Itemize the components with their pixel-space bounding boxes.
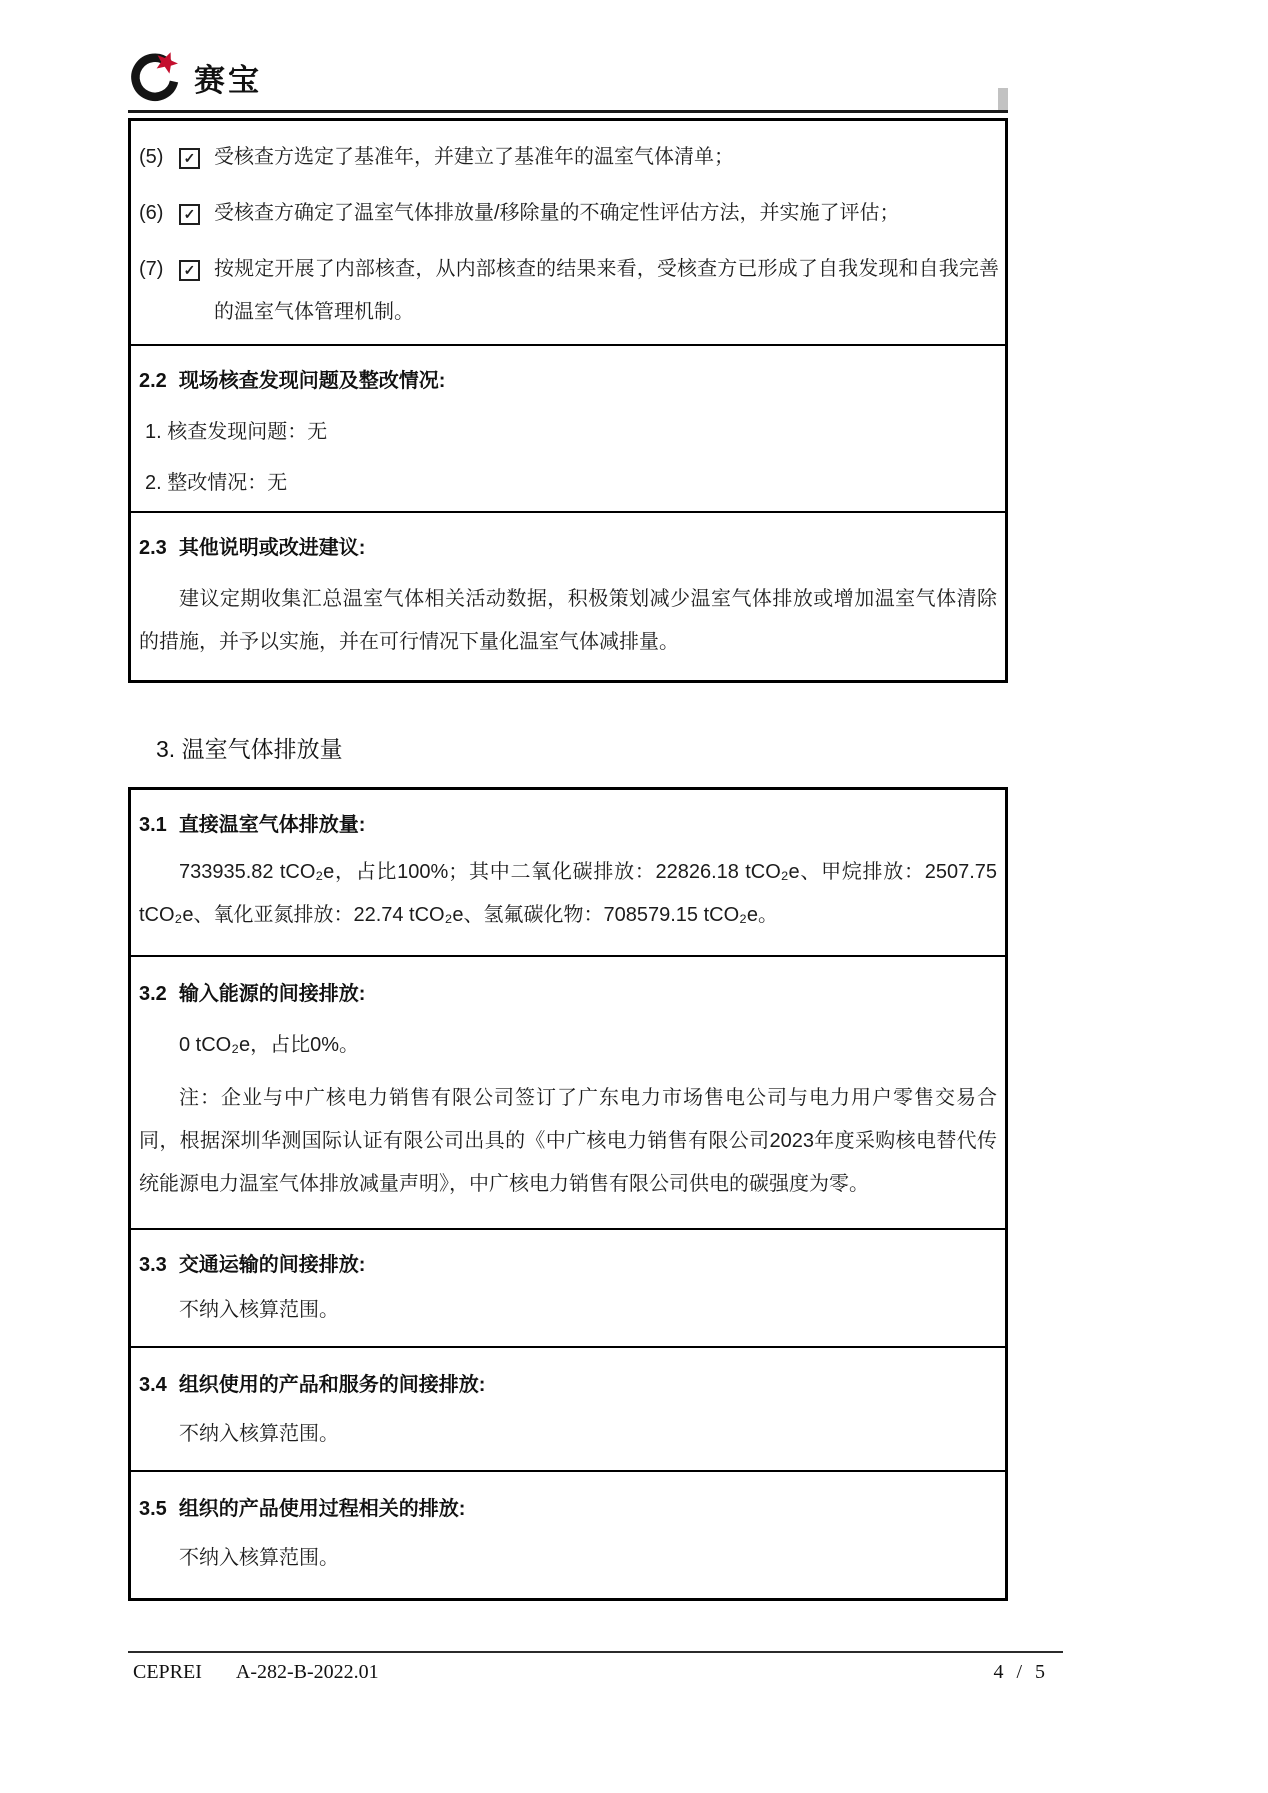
section-3-1-paragraph: 733935.82 tCO₂e，占比100%；其中二氧化碳排放：22826.18 tCO₂e、甲烷排放：2507.75 tCO₂e、氧化亚氮排放：22.74 tCO₂e、氢氟碳化物：708579.15 tCO₂e。 xyxy=(139,861,997,926)
section-3-5 xyxy=(131,1470,1005,1598)
section-3-2-heading xyxy=(139,973,997,1016)
checked-checkbox-icon: ✓ xyxy=(179,260,200,281)
section-number: 3.4 xyxy=(139,1374,167,1396)
section-2-3 xyxy=(131,511,1005,680)
section-number: 3.5 xyxy=(139,1498,167,1520)
logo-text: 赛宝 xyxy=(194,62,262,98)
finding-item: 2. 整改情况：无 xyxy=(145,472,288,494)
section-3-3-paragraph: 不纳入核算范围。 xyxy=(179,1299,339,1321)
header-rule xyxy=(128,110,1008,113)
section-title: 交通运输的间接排放: xyxy=(178,1254,366,1276)
section-3-2 xyxy=(131,955,1005,1228)
section-number: 3.3 xyxy=(139,1254,167,1276)
section-3-4-paragraph: 不纳入核算范围。 xyxy=(179,1423,339,1445)
item-number: (7) xyxy=(139,258,164,280)
section-3-5-paragraph: 不纳入核算范围。 xyxy=(179,1547,339,1569)
section-3-3-heading xyxy=(139,1244,997,1287)
section-2-2-heading xyxy=(139,360,997,403)
section-3-1 xyxy=(131,790,1005,955)
checklist-section xyxy=(131,121,1005,344)
footer-rule xyxy=(128,1651,1063,1653)
checklist-item-6 xyxy=(139,192,999,235)
section-3-2-paragraph: 0 tCO₂e，占比0%。 xyxy=(179,1034,360,1056)
section-3-3 xyxy=(131,1228,1005,1346)
item-number: (6) xyxy=(139,202,164,224)
chapter-3-heading: 3. 温室气体排放量 xyxy=(156,736,343,762)
emissions-box xyxy=(128,787,1008,1601)
finding-item: 1. 核查发现问题：无 xyxy=(145,421,328,443)
section-2-3-paragraph: 建议定期收集汇总温室气体相关活动数据，积极策划减少温室气体排放或增加温室气体清除的措施，并予以实施，并在可行情况下量化温室气体减排量。 xyxy=(139,588,997,653)
section-2-2 xyxy=(131,344,1005,511)
section-3-1-heading xyxy=(139,804,997,847)
item-text: 受核查方选定了基准年，并建立了基准年的温室气体清单； xyxy=(214,146,734,168)
document-footer xyxy=(128,1651,1063,1684)
section-title: 输入能源的间接排放: xyxy=(178,983,366,1005)
section-title: 组织使用的产品和服务的间接排放: xyxy=(178,1374,486,1396)
cepreilogo-icon xyxy=(128,50,182,104)
section-title: 现场核查发现问题及整改情况: xyxy=(178,370,446,392)
section-title: 其他说明或改进建议: xyxy=(178,537,366,559)
checked-checkbox-icon: ✓ xyxy=(179,204,200,225)
section-number: 3.2 xyxy=(139,983,167,1005)
logo xyxy=(128,50,1008,104)
item-number: (5) xyxy=(139,146,164,168)
section-3-5-heading xyxy=(139,1488,997,1531)
section-2-3-heading xyxy=(139,527,997,570)
section-title: 直接温室气体排放量: xyxy=(178,814,366,836)
item-text: 按规定开展了内部核查，从内部核查的结果来看，受核查方已形成了自我发现和自我完善的温室气体管理机制。 xyxy=(214,258,999,323)
verification-summary-box xyxy=(128,118,1008,683)
section-3-4-heading xyxy=(139,1364,997,1407)
checked-checkbox-icon: ✓ xyxy=(179,148,200,169)
section-number: 2.3 xyxy=(139,537,167,559)
footer-row xyxy=(128,1661,1063,1684)
scan-artifact xyxy=(998,88,1008,110)
checklist-item-5 xyxy=(139,136,999,179)
section-title: 组织的产品使用过程相关的排放: xyxy=(178,1498,466,1520)
section-number: 3.1 xyxy=(139,814,167,836)
footer-page-indicator: 4 / 5 xyxy=(993,1661,1049,1683)
item-text: 受核查方确定了温室气体排放量/移除量的不确定性评估方法，并实施了评估； xyxy=(214,202,900,224)
document-header xyxy=(128,0,1008,113)
section-3-2-note: 注：企业与中广核电力销售有限公司签订了广东电力市场售电公司与电力用户零售交易合同，根据深圳华测国际认证有限公司出具的《中广核电力销售有限公司2023年度采购核电替代传统能源电力温室气体排放减量声明》，中广核电力销售有限公司供电的碳强度为零。 xyxy=(139,1087,997,1195)
footer-doc-code: A-282-B-2022.01 xyxy=(235,1661,379,1683)
section-3-4 xyxy=(131,1346,1005,1470)
section-number: 2.2 xyxy=(139,370,167,392)
checklist-item-7 xyxy=(139,248,999,334)
footer-org: CEPREI xyxy=(133,1661,202,1683)
